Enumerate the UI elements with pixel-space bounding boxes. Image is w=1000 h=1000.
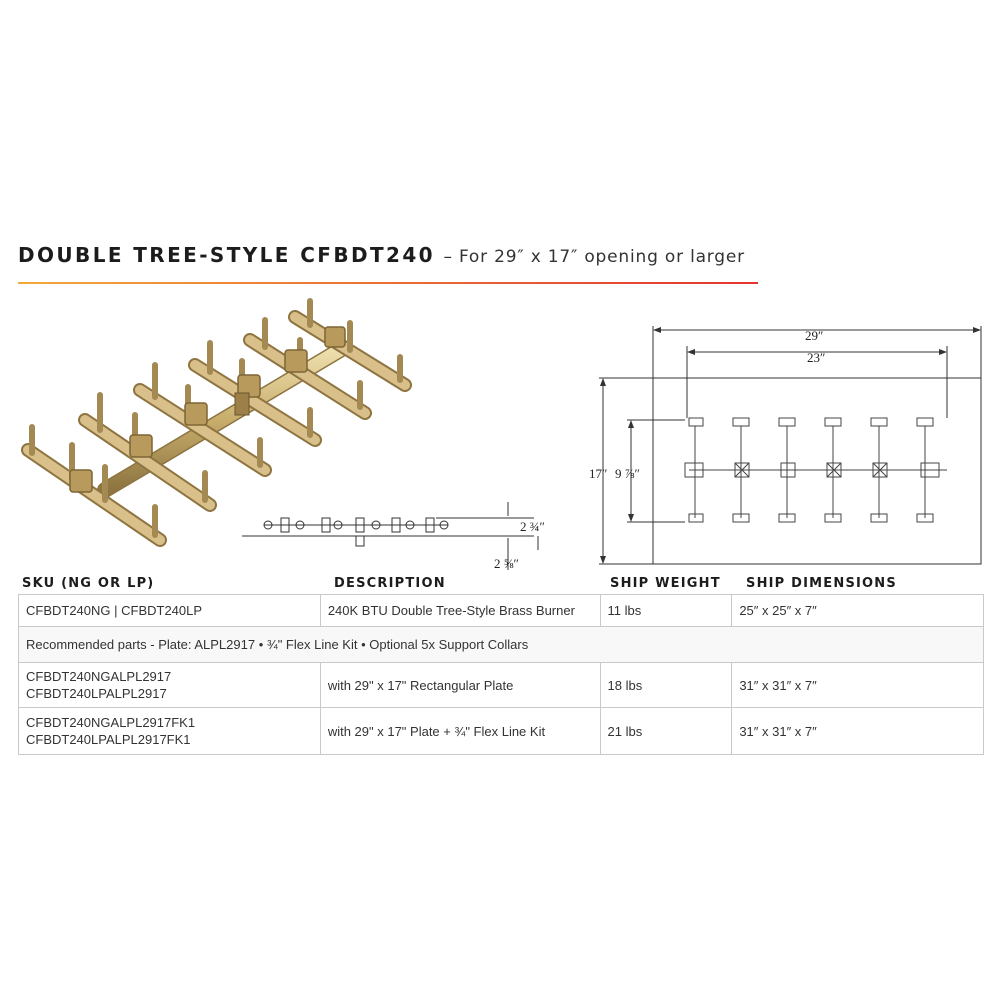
description-cell: with 29" x 17" Plate + ¾" Flex Line Kit xyxy=(320,708,600,755)
table-row xyxy=(19,708,984,755)
dimensions-cell: 25″ x 25″ x 7″ xyxy=(732,595,984,627)
table-row xyxy=(19,663,984,708)
top-view-dimension-diagram xyxy=(585,318,990,572)
sku-ng: CFBDT240NGALPL2917FK1 xyxy=(26,715,196,730)
inner-height-label: 9 ⅞″ xyxy=(615,466,640,481)
depth-dimension-label: 2 ⅝″ xyxy=(494,556,519,571)
sku-cell: CFBDT240NG | CFBDT240LP xyxy=(19,595,321,627)
sku-cell xyxy=(19,663,321,708)
sku-cell xyxy=(19,708,321,755)
product-subtitle: – For 29″ x 17″ opening or larger xyxy=(443,247,745,267)
height-dimension-label: 2 ¾″ xyxy=(520,519,545,534)
col-header-description: DESCRIPTION xyxy=(334,576,446,591)
outer-width-label: 29″ xyxy=(805,328,824,343)
outer-height-label: 17″ xyxy=(589,466,608,481)
col-header-sku: SKU (NG OR LP) xyxy=(22,576,155,591)
inner-width-label: 23″ xyxy=(807,350,826,365)
table-row xyxy=(19,595,984,627)
sku-ng: CFBDT240NGALPL2917 xyxy=(26,669,172,684)
sku-lp: CFBDT240LPALPL2917FK1 xyxy=(26,732,191,747)
description-cell: 240K BTU Double Tree-Style Brass Burner xyxy=(320,595,600,627)
col-header-ship-dimensions: SHIP DIMENSIONS xyxy=(746,576,897,591)
col-header-ship-weight: SHIP WEIGHT xyxy=(610,576,721,591)
page-title xyxy=(18,243,745,267)
spec-table xyxy=(18,594,984,755)
table-row-recommended xyxy=(19,627,984,663)
dimensions-cell: 31″ x 31″ x 7″ xyxy=(732,708,984,755)
dimensions-cell: 31″ x 31″ x 7″ xyxy=(732,663,984,708)
title-divider xyxy=(18,282,758,284)
weight-cell: 18 lbs xyxy=(600,663,732,708)
description-cell: with 29" x 17" Rectangular Plate xyxy=(320,663,600,708)
sku-lp: CFBDT240LPALPL2917 xyxy=(26,686,167,701)
recommended-parts-note: Recommended parts - Plate: ALPL2917 • ¾" Flex Line Kit • Optional 5x Support Collars xyxy=(19,627,984,663)
side-profile-diagram xyxy=(238,498,558,576)
weight-cell: 11 lbs xyxy=(600,595,732,627)
product-title: DOUBLE TREE-STYLE CFBDT240 xyxy=(18,243,435,267)
weight-cell: 21 lbs xyxy=(600,708,732,755)
